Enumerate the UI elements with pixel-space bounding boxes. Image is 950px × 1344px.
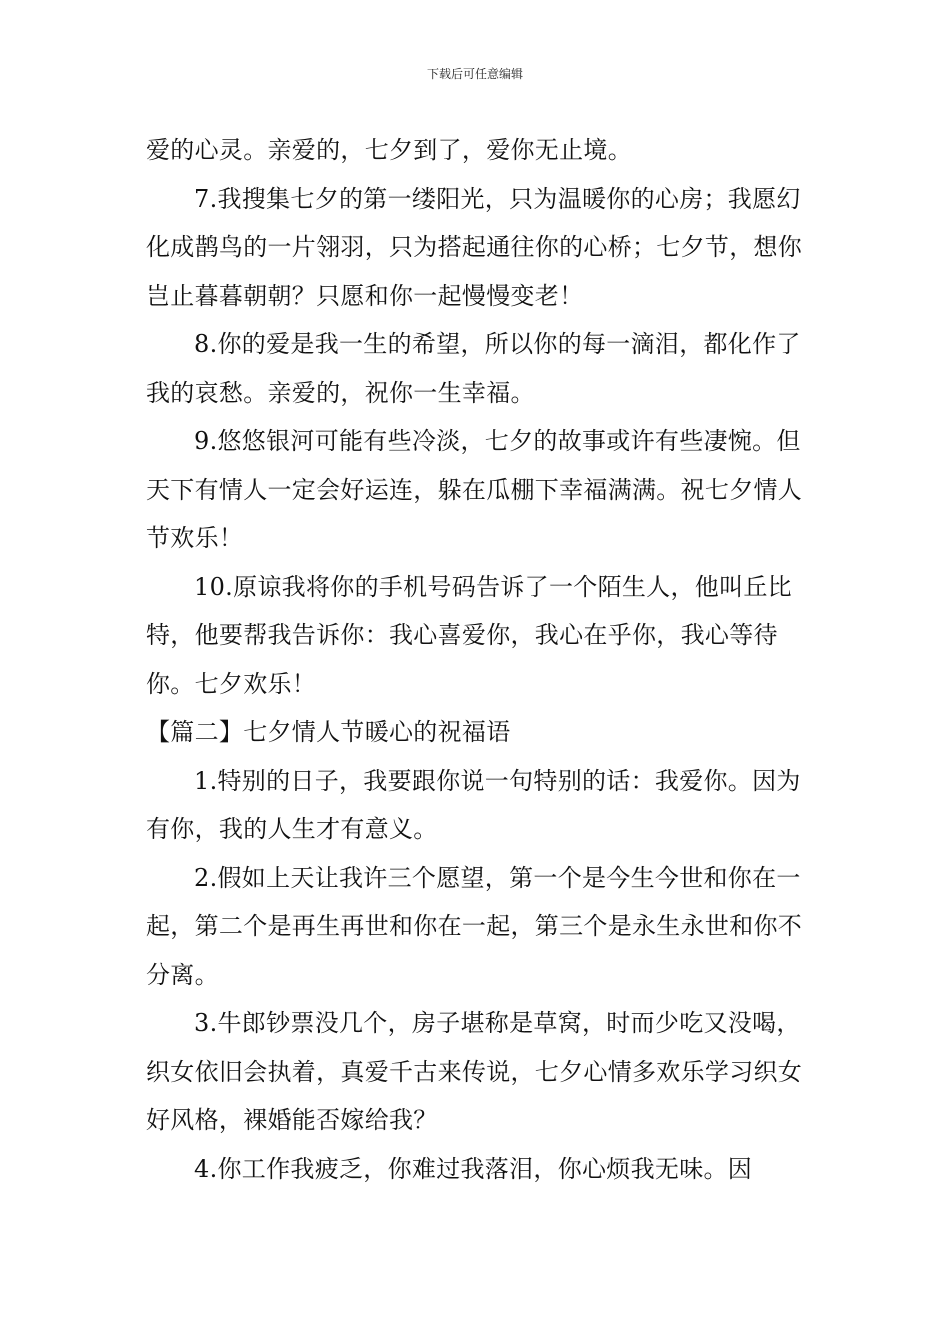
paragraph-item-4: 4.你工作我疲乏，你难过我落泪，你心烦我无味。因	[194, 1154, 753, 1183]
document-body	[146, 126, 818, 1193]
paragraph-item-7: 7.我搜集七夕的第一缕阳光，只为温暖你的心房；我愿幻化成鹊鸟的一片翎羽，只为搭起通往你的心桥；七夕节，想你岂止暮暮朝朝？只愿和你一起慢慢变老！	[146, 184, 803, 310]
paragraph-continuation: 爱的心灵。亲爱的，七夕到了，爱你无止境。	[146, 136, 632, 164]
page-header: 下载后可任意编辑	[426, 67, 523, 81]
paragraph-item-3: 3.牛郎钞票没几个，房子堪称是草窝，时而少吃又没喝，织女依旧会执着，真爱千古来传说，七夕心情多欢乐学习织女好风格，裸婚能否嫁给我？	[146, 1009, 803, 1134]
section-heading: 【篇二】七夕情人节暖心的祝福语	[146, 718, 511, 746]
paragraph-item-9: 9.悠悠银河可能有些冷淡，七夕的故事或许有些凄惋。但天下有情人一定会好运连，躲在瓜棚下幸福满满。祝七夕情人节欢乐！	[146, 427, 803, 552]
paragraph-item-8: 8.你的爱是我一生的希望，所以你的每一滴泪，都化作了我的哀愁。亲爱的，祝你一生幸福。	[146, 330, 801, 407]
paragraph-item-2: 2.假如上天让我许三个愿望，第一个是今生今世和你在一起，第二个是再生再世和你在一起，第三个是永生永世和你不分离。	[146, 863, 803, 989]
paragraph-item-1: 1.特别的日子，我要跟你说一句特别的话：我爱你。因为有你，我的人生才有意义。	[146, 766, 801, 843]
paragraph-item-10: 10.原谅我将你的手机号码告诉了一个陌生人，他叫丘比特，他要帮我告诉你：我心喜爱你，我心在乎你，我心等待你。七夕欢乐！	[146, 572, 792, 698]
